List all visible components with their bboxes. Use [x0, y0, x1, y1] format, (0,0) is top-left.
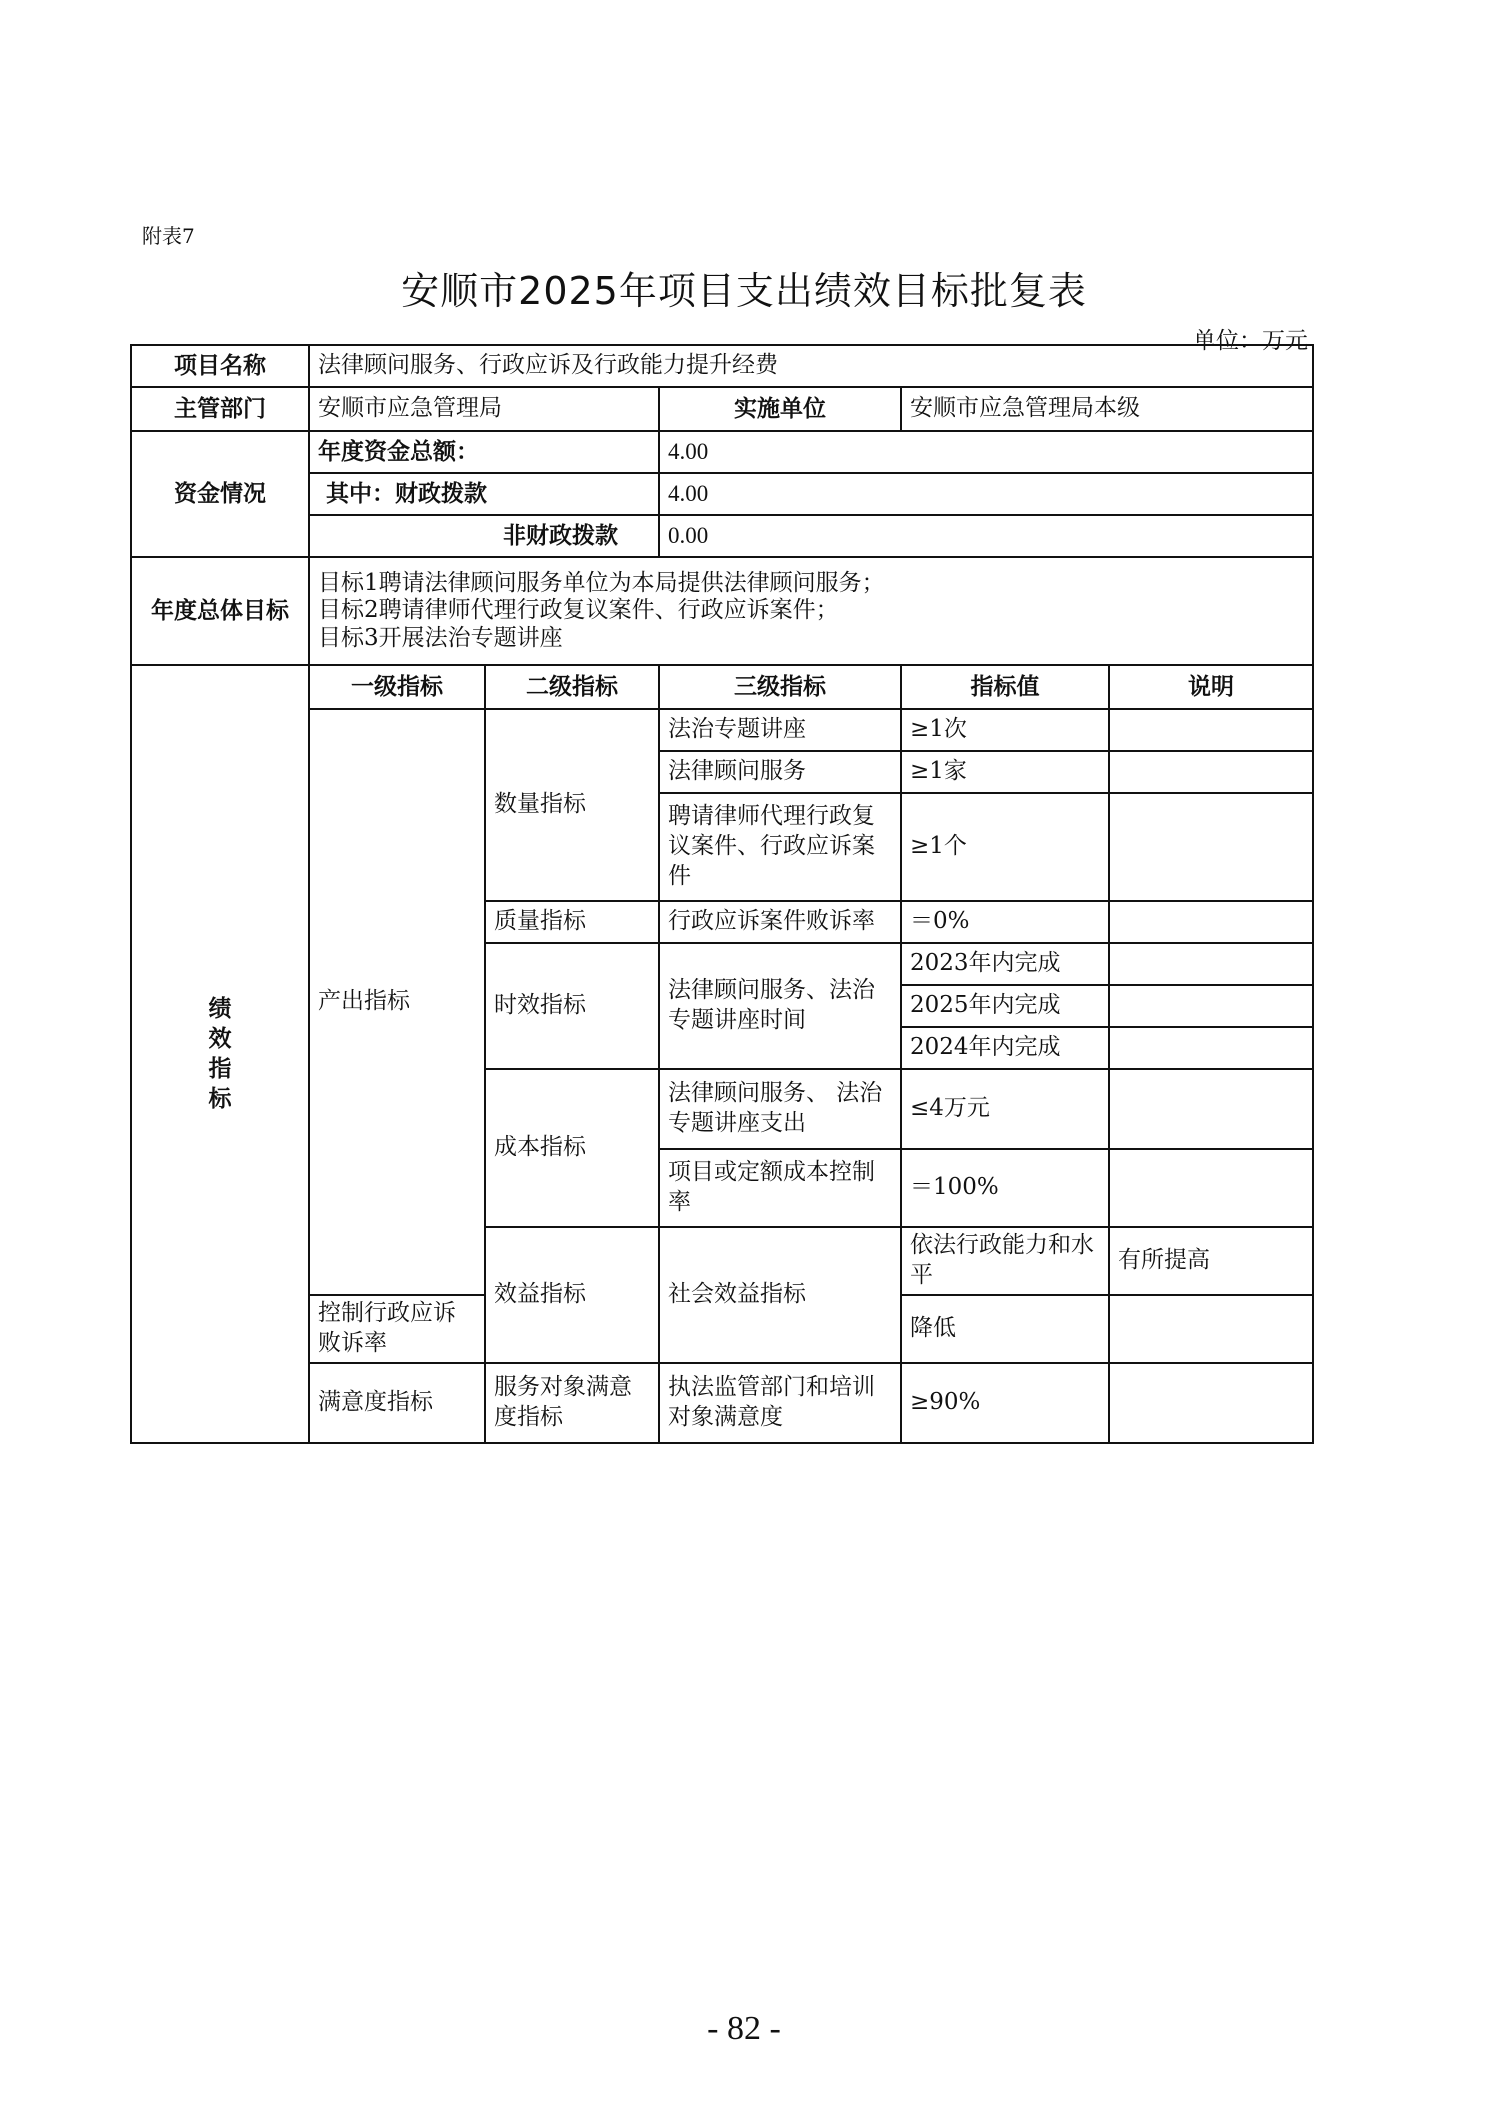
- funds-fiscal-value: 4.00: [659, 473, 1313, 515]
- funds-total-value: 4.00: [659, 431, 1313, 473]
- note-cell: [1109, 1069, 1313, 1149]
- goal-item: 目标1聘请法律顾问服务单位为本局提供法律顾问服务；: [318, 569, 885, 596]
- value-cell: 有所提高: [1109, 1227, 1313, 1295]
- row-funds-fiscal: [131, 473, 1313, 515]
- l3-cell: 法律顾问服务、法治专题讲座时间: [659, 943, 901, 1069]
- l2-quality: 质量指标: [485, 901, 659, 943]
- funds-total-label: 年度资金总额：: [309, 431, 659, 473]
- unit-label: 单位：万元: [1193, 328, 1308, 354]
- header-note: 说明: [1109, 665, 1313, 709]
- note-cell: [1109, 985, 1313, 1027]
- header-l2: 二级指标: [485, 665, 659, 709]
- l2-social: 社会效益指标: [659, 1227, 901, 1363]
- note-cell: [1109, 901, 1313, 943]
- value-cell: 2024年内完成: [901, 1027, 1109, 1069]
- goals-list: [309, 557, 1313, 665]
- page-title: 安顺市2025年项目支出绩效目标批复表: [401, 269, 1087, 313]
- performance-table: [130, 344, 1314, 1444]
- value-cell: ≥1个: [901, 793, 1109, 901]
- value-cell: 2023年内完成: [901, 943, 1109, 985]
- dept-label: 主管部门: [131, 387, 309, 431]
- note-cell: [1109, 1027, 1313, 1069]
- value-cell: 2025年内完成: [901, 985, 1109, 1027]
- header-value: 指标值: [901, 665, 1109, 709]
- row-project-name: [131, 345, 1313, 387]
- table-row: [131, 709, 1313, 751]
- l2-cost: 成本指标: [485, 1069, 659, 1227]
- goals-label: 年度总体目标: [131, 557, 309, 665]
- project-name-label: 项目名称: [131, 345, 309, 387]
- l3-cell: 聘请律师代理行政复议案件、行政应诉案件: [659, 793, 901, 901]
- value-cell: ≥90%: [901, 1363, 1109, 1443]
- funds-nonfiscal-label: 非财政拨款: [309, 515, 659, 557]
- funds-nonfiscal-value: 0.00: [659, 515, 1313, 557]
- note-cell: [1109, 1363, 1313, 1443]
- note-cell: [1109, 1295, 1313, 1363]
- project-name-value: 法律顾问服务、行政应诉及行政能力提升经费: [309, 345, 1313, 387]
- row-perf-header: [131, 665, 1313, 709]
- page-number: - 82 -: [707, 2010, 781, 2047]
- value-cell: 降低: [901, 1295, 1109, 1363]
- attachment-label: 附表7: [142, 224, 195, 248]
- impl-value: 安顺市应急管理局本级: [901, 387, 1313, 431]
- l3-cell: 依法行政能力和水平: [901, 1227, 1109, 1295]
- note-cell: [1109, 709, 1313, 751]
- perf-label: 绩效指标: [131, 665, 309, 1443]
- value-cell: ＝0%: [901, 901, 1109, 943]
- funds-fiscal-label: 其中：财政拨款: [309, 473, 659, 515]
- funds-label: 资金情况: [131, 431, 309, 557]
- row-funds-nonfiscal: [131, 515, 1313, 557]
- row-goals: [131, 557, 1313, 665]
- note-cell: [1109, 943, 1313, 985]
- l3-cell: 行政应诉案件败诉率: [659, 901, 901, 943]
- row-funds-total: [131, 431, 1313, 473]
- l3-cell: 控制行政应诉败诉率: [309, 1295, 485, 1363]
- l1-satisfaction: 满意度指标: [309, 1363, 485, 1443]
- header-l3: 三级指标: [659, 665, 901, 709]
- l1-output: 产出指标: [309, 709, 485, 1295]
- header-l1: 一级指标: [309, 665, 485, 709]
- goal-item: 目标2聘请律师代理行政复议案件、行政应诉案件；: [318, 597, 839, 624]
- row-department: [131, 387, 1313, 431]
- l1-benefit: 效益指标: [485, 1227, 659, 1363]
- l3-cell: 法治专题讲座: [659, 709, 901, 751]
- note-cell: [1109, 751, 1313, 793]
- value-cell: ≥1次: [901, 709, 1109, 751]
- note-cell: [1109, 1149, 1313, 1227]
- l3-cell: 法律顾问服务、 法治专题讲座支出: [659, 1069, 901, 1149]
- value-cell: ≤4万元: [901, 1069, 1109, 1149]
- l3-cell: 执法监管部门和培训对象满意度: [659, 1363, 901, 1443]
- l2-timeliness: 时效指标: [485, 943, 659, 1069]
- l3-cell: 项目或定额成本控制率: [659, 1149, 901, 1227]
- table-row: [131, 1363, 1313, 1443]
- value-cell: ＝100%: [901, 1149, 1109, 1227]
- goal-item: 目标3开展法治专题讲座: [318, 624, 563, 651]
- l2-quantity: 数量指标: [485, 709, 659, 901]
- dept-value: 安顺市应急管理局: [309, 387, 659, 431]
- note-cell: [1109, 793, 1313, 901]
- l2-service: 服务对象满意度指标: [485, 1363, 659, 1443]
- l3-cell: 法律顾问服务: [659, 751, 901, 793]
- value-cell: ≥1家: [901, 751, 1109, 793]
- impl-label: 实施单位: [659, 387, 901, 431]
